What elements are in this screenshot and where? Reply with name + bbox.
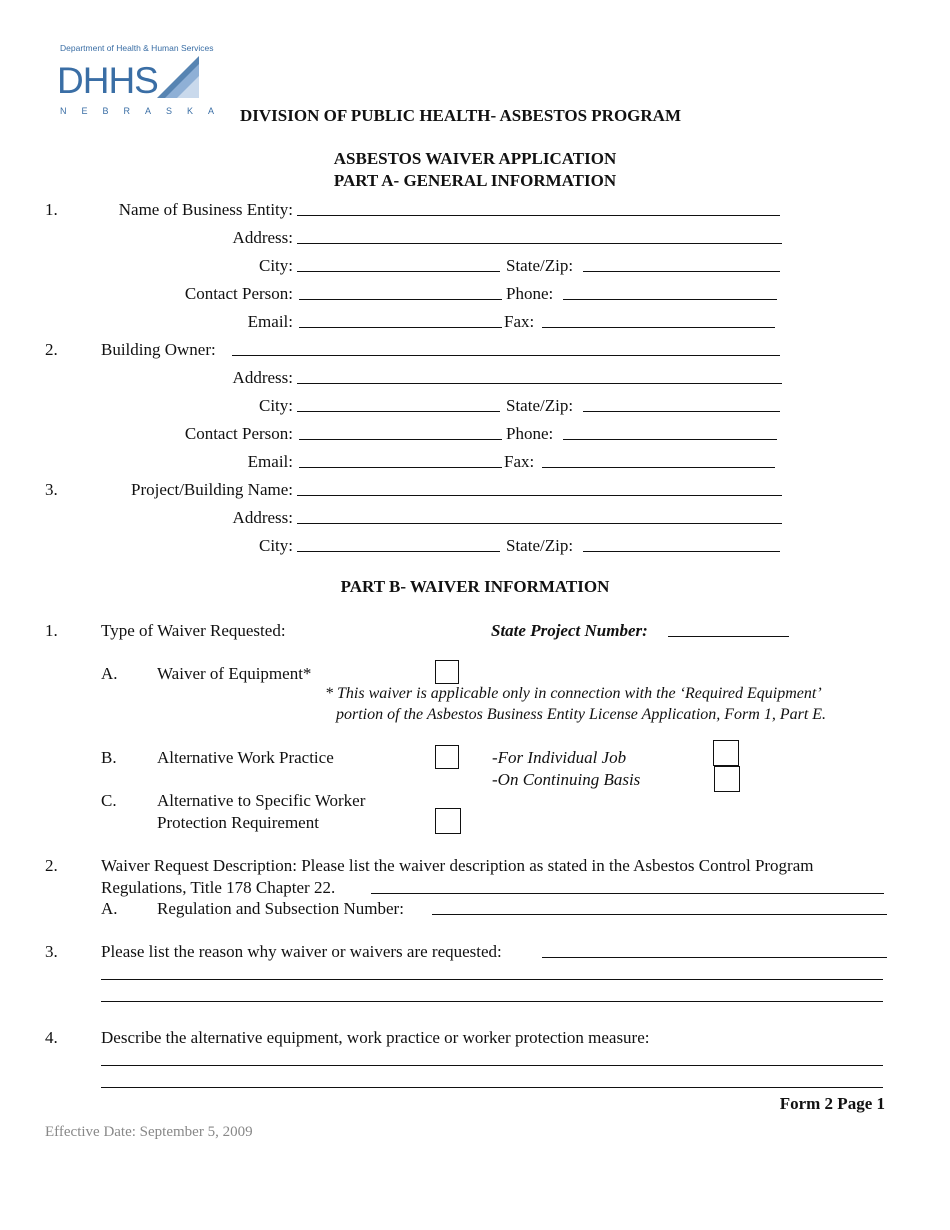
alternative-measure-label: Describe the alternative equipment, work practice or worker protection measure: bbox=[101, 1028, 650, 1047]
business-address-field[interactable] bbox=[297, 243, 782, 244]
waiver-reason-label: Please list the reason why waiver or waivers are requested: bbox=[101, 942, 502, 961]
business-city-field[interactable] bbox=[297, 271, 500, 272]
logo-swoosh-icon bbox=[155, 54, 201, 100]
sub-letter: A. bbox=[101, 899, 118, 918]
alt-work-practice-checkbox[interactable] bbox=[435, 745, 459, 769]
owner-fax-field[interactable] bbox=[542, 467, 775, 468]
logo-main-text: DHHS bbox=[57, 60, 158, 101]
equipment-note-line2: portion of the Asbestos Business Entity License Application, Form 1, Part E. bbox=[336, 706, 827, 723]
business-fax-field[interactable] bbox=[542, 327, 775, 328]
city-label: City: bbox=[258, 536, 293, 555]
owner-state-zip-field[interactable] bbox=[583, 411, 780, 412]
building-owner-label: Building Owner: bbox=[101, 340, 216, 359]
phone-label: Phone: bbox=[506, 424, 554, 443]
project-city-field[interactable] bbox=[297, 551, 500, 552]
fax-label: Fax: bbox=[504, 452, 535, 471]
individual-job-label: -For Individual Job bbox=[492, 748, 627, 767]
state-zip-label: State/Zip: bbox=[506, 396, 574, 415]
waiver-description-text-line1: Waiver Request Description: Please list the waiver description as stated in the Asbestos Control Program bbox=[101, 856, 814, 875]
option-letter: C. bbox=[101, 791, 117, 810]
form-title: ASBESTOS WAIVER APPLICATION bbox=[333, 149, 617, 168]
business-email-field[interactable] bbox=[299, 327, 502, 328]
waiver-description-field[interactable] bbox=[371, 893, 884, 894]
address-label: Address: bbox=[232, 228, 293, 247]
alternative-measure-field[interactable] bbox=[101, 1065, 883, 1066]
business-phone-field[interactable] bbox=[563, 299, 777, 300]
item-number: 2. bbox=[45, 856, 58, 875]
option-letter: A. bbox=[101, 664, 118, 683]
regulation-number-label: Regulation and Subsection Number: bbox=[157, 899, 404, 918]
part-b-heading: PART B- WAIVER INFORMATION bbox=[340, 577, 610, 596]
alt-worker-protection-checkbox[interactable] bbox=[435, 808, 461, 834]
owner-address-field[interactable] bbox=[297, 383, 782, 384]
city-label: City: bbox=[258, 396, 293, 415]
waiver-reason-field[interactable] bbox=[542, 957, 887, 958]
alternative-measure-field[interactable] bbox=[101, 1087, 883, 1088]
form-page-number: Form 2 Page 1 bbox=[779, 1094, 885, 1113]
waiver-reason-field[interactable] bbox=[101, 979, 883, 980]
effective-date: Effective Date: September 5, 2009 bbox=[45, 1124, 253, 1140]
waiver-equipment-label: Waiver of Equipment* bbox=[157, 664, 312, 683]
project-name-label: Project/Building Name: bbox=[131, 480, 293, 499]
individual-job-checkbox[interactable] bbox=[713, 740, 739, 766]
email-label: Email: bbox=[247, 452, 293, 471]
business-name-label: Name of Business Entity: bbox=[118, 200, 293, 219]
business-contact-field[interactable] bbox=[299, 299, 502, 300]
state-project-field[interactable] bbox=[668, 636, 789, 637]
item-number: 2. bbox=[45, 340, 58, 359]
fax-label: Fax: bbox=[504, 312, 535, 331]
email-label: Email: bbox=[247, 312, 293, 331]
division-heading: DIVISION OF PUBLIC HEALTH- ASBESTOS PROGRAM bbox=[240, 106, 681, 125]
item-number: 3. bbox=[45, 942, 58, 961]
waiver-equipment-checkbox[interactable] bbox=[435, 660, 459, 684]
project-address-field[interactable] bbox=[297, 523, 782, 524]
waiver-description-text-line2: Regulations, Title 178 Chapter 22. bbox=[101, 878, 336, 897]
project-state-zip-field[interactable] bbox=[583, 551, 780, 552]
logo-agency-text: Department of Health & Human Services bbox=[60, 43, 214, 53]
item-number: 1. bbox=[45, 200, 58, 219]
alt-worker-protection-label-line1: Alternative to Specific Worker bbox=[157, 791, 366, 810]
contact-label: Contact Person: bbox=[184, 284, 293, 303]
regulation-number-field[interactable] bbox=[432, 914, 887, 915]
state-zip-label: State/Zip: bbox=[506, 256, 574, 275]
equipment-note-line1: * This waiver is applicable only in connection with the ‘Required Equipment’ bbox=[325, 685, 822, 702]
address-label: Address: bbox=[232, 508, 293, 527]
waiver-reason-field[interactable] bbox=[101, 1001, 883, 1002]
continuing-basis-checkbox[interactable] bbox=[714, 766, 740, 792]
business-name-field[interactable] bbox=[297, 215, 780, 216]
state-zip-label: State/Zip: bbox=[506, 536, 574, 555]
owner-email-field[interactable] bbox=[299, 467, 502, 468]
business-state-zip-field[interactable] bbox=[583, 271, 780, 272]
alt-worker-protection-label-line2: Protection Requirement bbox=[157, 813, 319, 832]
building-owner-field[interactable] bbox=[232, 355, 780, 356]
alt-work-practice-label: Alternative Work Practice bbox=[157, 748, 334, 767]
option-letter: B. bbox=[101, 748, 117, 767]
project-name-field[interactable] bbox=[297, 495, 782, 496]
item-number: 1. bbox=[45, 621, 58, 640]
owner-phone-field[interactable] bbox=[563, 439, 777, 440]
continuing-basis-label: -On Continuing Basis bbox=[492, 770, 641, 789]
owner-contact-field[interactable] bbox=[299, 439, 502, 440]
address-label: Address: bbox=[232, 368, 293, 387]
state-project-label: State Project Number: bbox=[491, 621, 648, 640]
item-number: 3. bbox=[45, 480, 58, 499]
contact-label: Contact Person: bbox=[184, 424, 293, 443]
city-label: City: bbox=[258, 256, 293, 275]
waiver-type-label: Type of Waiver Requested: bbox=[101, 621, 286, 640]
part-a-heading: PART A- GENERAL INFORMATION bbox=[333, 171, 617, 190]
item-number: 4. bbox=[45, 1028, 58, 1047]
logo-state-text: NEBRASKA bbox=[60, 106, 230, 116]
phone-label: Phone: bbox=[506, 284, 554, 303]
owner-city-field[interactable] bbox=[297, 411, 500, 412]
